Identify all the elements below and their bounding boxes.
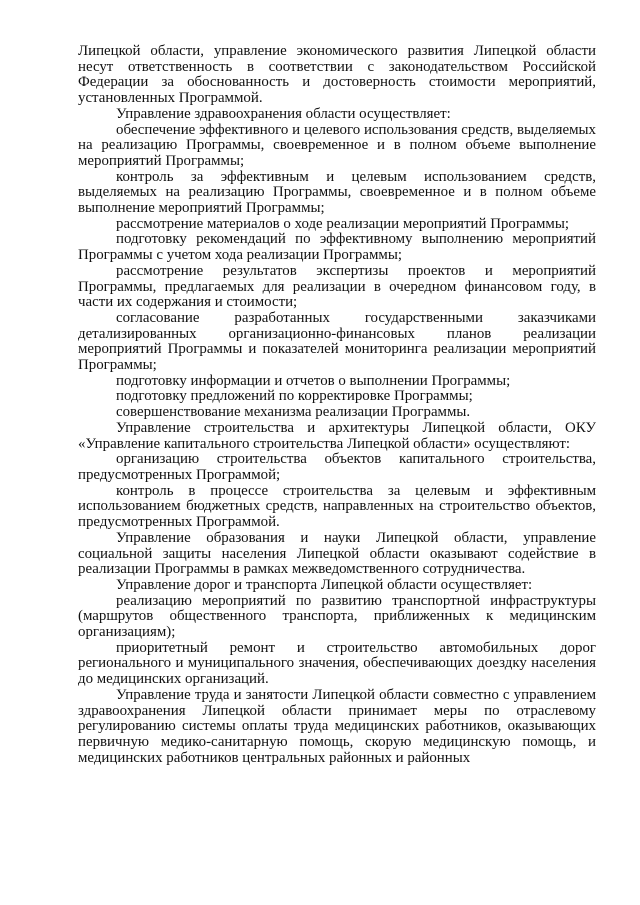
list-item: совершенствование механизма реализации Программы. bbox=[116, 404, 471, 421]
document-page bbox=[78, 44, 596, 766]
paragraph-roads-department: Управление дорог и транспорта Липецкой области осуществляет: bbox=[116, 576, 533, 593]
paragraph-construction-department: Управление строительства и архитектуры Липецкой области, ОКУ «Управление капитального строительства Липецкой области» осуществляют: bbox=[78, 419, 596, 452]
paragraph-health-department: Управление здравоохранения области осуществляет: bbox=[116, 105, 451, 122]
list-item: рассмотрение результатов экспертизы проектов и мероприятий Программы, предлагаемых для реализации в очередном финансовом году, в части их содержания и стоимости; bbox=[78, 262, 596, 311]
list-item: подготовку информации и отчетов о выполнении Программы; bbox=[116, 372, 511, 389]
list-item: контроль за эффективным и целевым использованием средств, выделяемых на реализацию Программы, своевременное и в полном объеме выполнение мероприятий Программы; bbox=[78, 168, 596, 217]
paragraph-labor-department: Управление труда и занятости Липецкой области совместно с управлением здравоохранения Липецкой области принимает меры по отраслевому регулированию системы оплаты труда медицинских работников, оказывающих первичную медико-санитарную помощь, скорую медицинскую помощь, и медицинских работников центральных районных и районных bbox=[78, 686, 596, 766]
list-item: реализацию мероприятий по развитию транспортной инфраструктуры (маршрутов общественного транспорта, приближенных к медицинским организациям); bbox=[78, 592, 596, 641]
list-item: подготовку предложений по корректировке Программы; bbox=[116, 388, 473, 405]
paragraph-education-department: Управление образования и науки Липецкой области, управление социальной защиты населения Липецкой области оказывают содействие в реализации Программы в рамках межведомственного сотрудничества. bbox=[78, 529, 596, 578]
list-item: согласование разработанных государственными заказчиками детализированных организационно-финансовых планов реализации мероприятий Программы и показателей мониторинга реализации мероприятий Программы; bbox=[78, 309, 596, 374]
list-item: обеспечение эффективного и целевого использования средств, выделяемых на реализацию Программы, своевременное и в полном объеме выполнение мероприятий Программы; bbox=[78, 121, 596, 169]
list-item: рассмотрение материалов о ходе реализации мероприятий Программы; bbox=[116, 215, 569, 232]
list-item: контроль в процессе строительства за целевым и эффективным использованием бюджетных средств, направленных на строительство объектов, предусмотренных Программой. bbox=[78, 482, 596, 531]
paragraph-continuation: Липецкой области, управление экономического развития Липецкой области несут ответственность в соответствии с законодательством Российской Федерации за обоснованность и достоверность стоимости мероприятий, установленных Программой. bbox=[78, 43, 596, 107]
list-item: подготовку рекомендаций по эффективному выполнению мероприятий Программы с учетом хода реализации Программы; bbox=[78, 231, 596, 264]
list-item: приоритетный ремонт и строительство автомобильных дорог регионального и муниципального значения, обеспечивающих доездку населения до медицинских организаций. bbox=[78, 639, 596, 688]
list-item: организацию строительства объектов капитального строительства, предусмотренных Программой; bbox=[78, 451, 596, 483]
